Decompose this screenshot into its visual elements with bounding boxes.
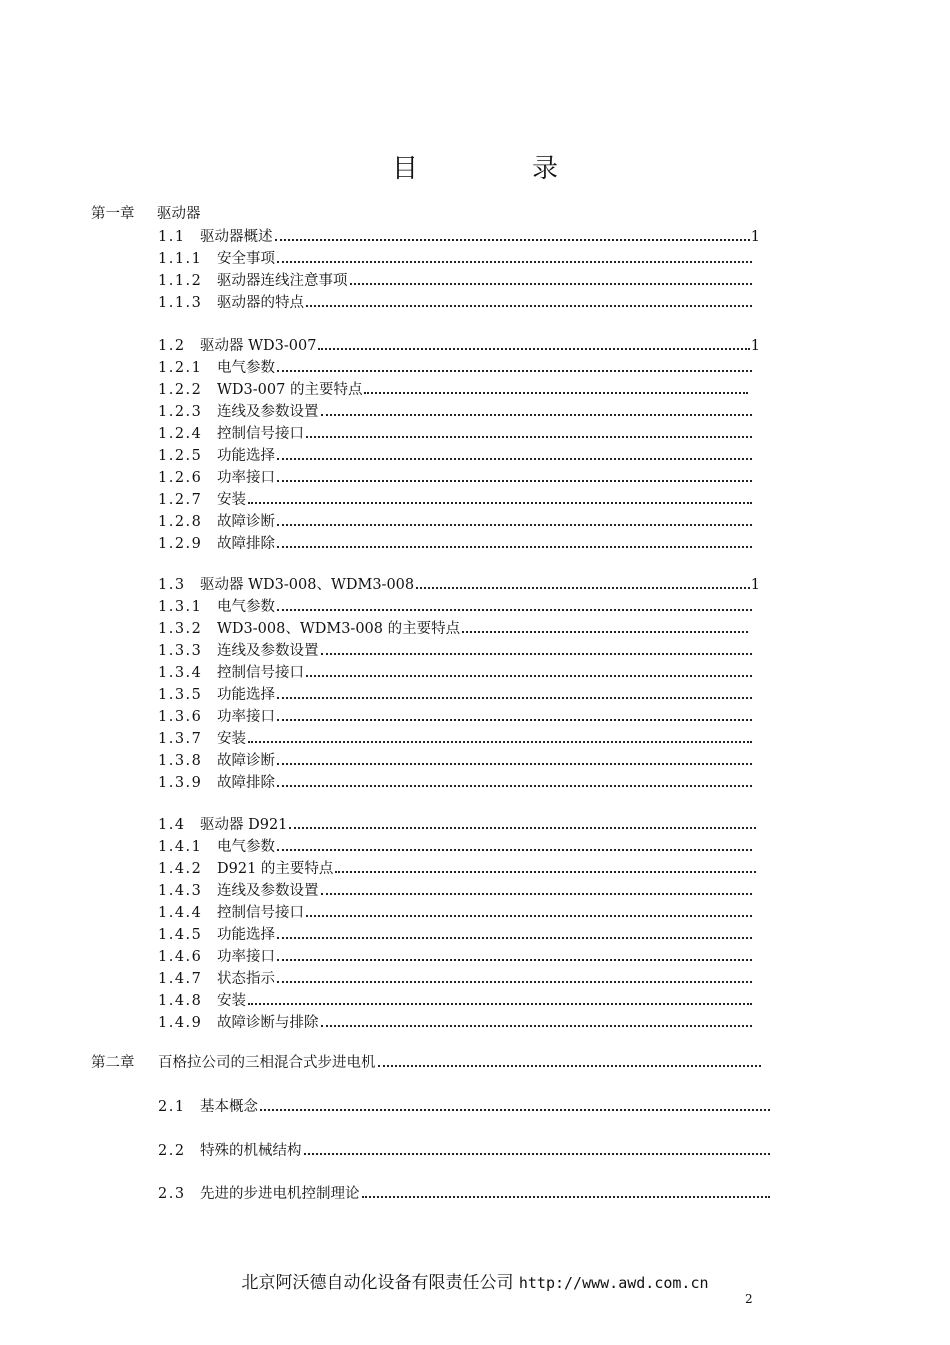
leader-dots bbox=[277, 480, 752, 482]
toc-entry[interactable] bbox=[158, 1140, 770, 1162]
leader-dots bbox=[277, 546, 752, 548]
leader-dots bbox=[306, 915, 752, 917]
entry-number: 1.3.1 bbox=[158, 599, 203, 615]
entry-text: 故障诊断与排除 bbox=[217, 1015, 319, 1031]
entry-text: 连线及参数设置 bbox=[217, 643, 319, 659]
website-link[interactable]: http://www.awd.com.cn bbox=[518, 1274, 709, 1292]
toc-entry[interactable] bbox=[158, 814, 756, 836]
entry-text: WD3-007 的主要特点 bbox=[217, 382, 363, 398]
toc-entry[interactable] bbox=[158, 1183, 770, 1205]
toc-entry[interactable] bbox=[158, 662, 752, 684]
leader-dots bbox=[378, 1065, 762, 1067]
toc-entry[interactable] bbox=[158, 880, 752, 902]
toc-entry[interactable] bbox=[158, 226, 760, 248]
toc-entry[interactable] bbox=[158, 248, 752, 270]
entry-text: 连线及参数设置 bbox=[217, 883, 319, 899]
entry-text: 状态指示 bbox=[217, 971, 275, 987]
toc-entry[interactable] bbox=[158, 1012, 752, 1034]
toc-entry[interactable] bbox=[158, 640, 752, 662]
entry-text: 功能选择 bbox=[217, 448, 275, 464]
entry-number: 1.3.5 bbox=[158, 687, 203, 703]
entry-number: 1.2.9 bbox=[158, 536, 203, 552]
entry-number: 1.2.7 bbox=[158, 492, 203, 508]
leader-dots bbox=[248, 502, 752, 504]
entry-number: 1.1.1 bbox=[158, 251, 203, 267]
chapter-label: 第一章 bbox=[91, 206, 135, 222]
company-name: 北京阿沃德自动化设备有限责任公司 bbox=[241, 1273, 514, 1293]
entry-number: 1.2.3 bbox=[158, 404, 203, 420]
leader-dots bbox=[277, 937, 752, 939]
entry-text: 安装 bbox=[217, 492, 246, 508]
entry-text: 安全事项 bbox=[217, 251, 275, 267]
leader-dots bbox=[275, 239, 751, 241]
entry-number: 1.4.1 bbox=[158, 839, 203, 855]
leader-dots bbox=[416, 587, 750, 589]
leader-dots bbox=[321, 653, 753, 655]
entry-text: 功率接口 bbox=[217, 709, 275, 725]
entry-text: 驱动器 WD3-007 bbox=[200, 338, 317, 354]
entry-number: 1.3.8 bbox=[158, 753, 203, 769]
entry-number: 1.2.8 bbox=[158, 514, 203, 530]
leader-dots bbox=[277, 370, 752, 372]
entry-number: 1.3.6 bbox=[158, 709, 203, 725]
toc-entry[interactable] bbox=[158, 924, 752, 946]
toc-entry[interactable] bbox=[158, 684, 752, 706]
entry-number: 1.1 bbox=[158, 229, 186, 245]
entry-text: 驱动器概述 bbox=[200, 229, 273, 245]
entry-text: 故障排除 bbox=[217, 775, 275, 791]
toc-entry[interactable] bbox=[158, 946, 752, 968]
leader-dots bbox=[248, 741, 752, 743]
leader-dots bbox=[462, 631, 748, 633]
entry-text: 电气参数 bbox=[217, 599, 275, 615]
entry-number: 1.2.5 bbox=[158, 448, 203, 464]
entry-number: 1.2.2 bbox=[158, 382, 203, 398]
toc-entry[interactable] bbox=[158, 292, 752, 314]
toc-entry[interactable] bbox=[158, 511, 752, 533]
page-number: 2 bbox=[745, 1292, 753, 1306]
toc-entry[interactable] bbox=[158, 467, 752, 489]
entry-text: 控制信号接口 bbox=[217, 426, 304, 442]
leader-dots bbox=[321, 414, 753, 416]
leader-dots bbox=[306, 675, 752, 677]
leader-dots bbox=[277, 719, 752, 721]
entry-text: 功能选择 bbox=[217, 687, 275, 703]
toc-entry[interactable] bbox=[158, 401, 752, 423]
toc-entry[interactable] bbox=[158, 750, 752, 772]
leader-dots bbox=[321, 1025, 753, 1027]
leader-dots bbox=[277, 785, 752, 787]
leader-dots bbox=[277, 609, 752, 611]
entry-text: 特殊的机械结构 bbox=[200, 1143, 302, 1159]
leader-dots bbox=[277, 849, 752, 851]
toc-entry[interactable] bbox=[158, 335, 760, 357]
entry-number: 1.4.9 bbox=[158, 1015, 203, 1031]
entry-text: 先进的步进电机控制理论 bbox=[200, 1186, 360, 1202]
toc-entry[interactable] bbox=[158, 489, 752, 511]
toc-entry[interactable] bbox=[158, 858, 756, 880]
chapter-heading[interactable] bbox=[91, 203, 291, 225]
toc-entry[interactable] bbox=[158, 836, 752, 858]
entry-text: 驱动器连线注意事项 bbox=[217, 273, 348, 289]
leader-dots bbox=[277, 261, 752, 263]
entry-text: 电气参数 bbox=[217, 839, 275, 855]
entry-page: 1 bbox=[750, 577, 760, 593]
entry-text: 功能选择 bbox=[217, 927, 275, 943]
entry-number: 1.3 bbox=[158, 577, 186, 593]
leader-dots bbox=[335, 871, 756, 873]
entry-number: 1.4.5 bbox=[158, 927, 203, 943]
entry-text: 驱动器 D921 bbox=[200, 817, 288, 833]
page-footer bbox=[0, 1268, 950, 1293]
entry-text: 功率接口 bbox=[217, 949, 275, 965]
entry-number: 2.2 bbox=[158, 1143, 186, 1159]
toc-entry[interactable] bbox=[158, 1096, 770, 1118]
leader-dots bbox=[289, 827, 756, 829]
entry-number: 1.3.4 bbox=[158, 665, 203, 681]
leader-dots bbox=[260, 1109, 770, 1111]
entry-text: 故障诊断 bbox=[217, 514, 275, 530]
toc-entry[interactable] bbox=[158, 357, 752, 379]
toc-entry[interactable] bbox=[158, 772, 752, 794]
entry-number: 1.3.3 bbox=[158, 643, 203, 659]
entry-number: 1.4.8 bbox=[158, 993, 203, 1009]
toc-entry[interactable] bbox=[158, 706, 752, 728]
entry-text: 功率接口 bbox=[217, 470, 275, 486]
leader-dots bbox=[306, 436, 752, 438]
toc-entry[interactable] bbox=[158, 270, 752, 292]
entry-number: 1.4.6 bbox=[158, 949, 203, 965]
entry-number: 1.3.2 bbox=[158, 621, 203, 637]
entry-text: D921 的主要特点 bbox=[217, 861, 334, 877]
entry-text: 安装 bbox=[217, 731, 246, 747]
entry-number: 2.3 bbox=[158, 1186, 186, 1202]
toc-entry[interactable] bbox=[158, 990, 752, 1012]
chapter-title: 驱动器 bbox=[157, 206, 201, 222]
leader-dots bbox=[364, 392, 748, 394]
entry-page: 1 bbox=[750, 338, 760, 354]
leader-dots bbox=[350, 283, 753, 285]
leader-dots bbox=[248, 1003, 752, 1005]
toc-entry[interactable] bbox=[158, 533, 752, 555]
entry-number: 1.1.2 bbox=[158, 273, 203, 289]
entry-text: 控制信号接口 bbox=[217, 665, 304, 681]
entry-text: 电气参数 bbox=[217, 360, 275, 376]
entry-number: 1.2 bbox=[158, 338, 186, 354]
chapter-title: 百格拉公司的三相混合式步进电机 bbox=[158, 1055, 376, 1071]
leader-dots bbox=[304, 1153, 771, 1155]
leader-dots bbox=[321, 893, 753, 895]
entry-number: 1.4.7 bbox=[158, 971, 203, 987]
toc-entry[interactable] bbox=[158, 618, 748, 640]
toc-entry[interactable] bbox=[158, 574, 760, 596]
leader-dots bbox=[277, 763, 752, 765]
toc-entry[interactable] bbox=[158, 728, 752, 750]
entry-number: 1.4 bbox=[158, 817, 186, 833]
entry-page: 1 bbox=[750, 229, 760, 245]
leader-dots bbox=[277, 524, 752, 526]
page-title: 目 录 bbox=[391, 154, 602, 184]
entry-text: 驱动器 WD3-008、WDM3-008 bbox=[200, 577, 415, 593]
leader-dots bbox=[277, 981, 752, 983]
entry-text: WD3-008、WDM3-008 的主要特点 bbox=[217, 621, 461, 637]
leader-dots bbox=[277, 458, 752, 460]
chapter-heading[interactable] bbox=[91, 1052, 761, 1074]
entry-text: 安装 bbox=[217, 993, 246, 1009]
entry-text: 故障诊断 bbox=[217, 753, 275, 769]
toc-entry[interactable] bbox=[158, 596, 752, 618]
entry-text: 连线及参数设置 bbox=[217, 404, 319, 420]
leader-dots bbox=[318, 348, 750, 350]
entry-text: 控制信号接口 bbox=[217, 905, 304, 921]
toc-entry[interactable] bbox=[158, 423, 752, 445]
toc-entry[interactable] bbox=[158, 445, 752, 467]
entry-number: 1.1.3 bbox=[158, 295, 203, 311]
leader-dots bbox=[277, 697, 752, 699]
entry-number: 1.4.4 bbox=[158, 905, 203, 921]
leader-dots bbox=[306, 305, 752, 307]
entry-number: 1.4.2 bbox=[158, 861, 203, 877]
entry-number: 2.1 bbox=[158, 1099, 186, 1115]
leader-dots bbox=[277, 959, 752, 961]
entry-text: 基本概念 bbox=[200, 1099, 258, 1115]
toc-entry[interactable] bbox=[158, 968, 752, 990]
leader-dots bbox=[362, 1196, 771, 1198]
entry-number: 1.3.9 bbox=[158, 775, 203, 791]
entry-number: 1.2.6 bbox=[158, 470, 203, 486]
entry-text: 故障排除 bbox=[217, 536, 275, 552]
toc-entry[interactable] bbox=[158, 902, 752, 924]
entry-number: 1.2.4 bbox=[158, 426, 203, 442]
chapter-label: 第二章 bbox=[91, 1055, 135, 1071]
entry-number: 1.3.7 bbox=[158, 731, 203, 747]
entry-number: 1.2.1 bbox=[158, 360, 203, 376]
entry-number: 1.4.3 bbox=[158, 883, 203, 899]
toc-entry[interactable] bbox=[158, 379, 748, 401]
entry-text: 驱动器的特点 bbox=[217, 295, 304, 311]
